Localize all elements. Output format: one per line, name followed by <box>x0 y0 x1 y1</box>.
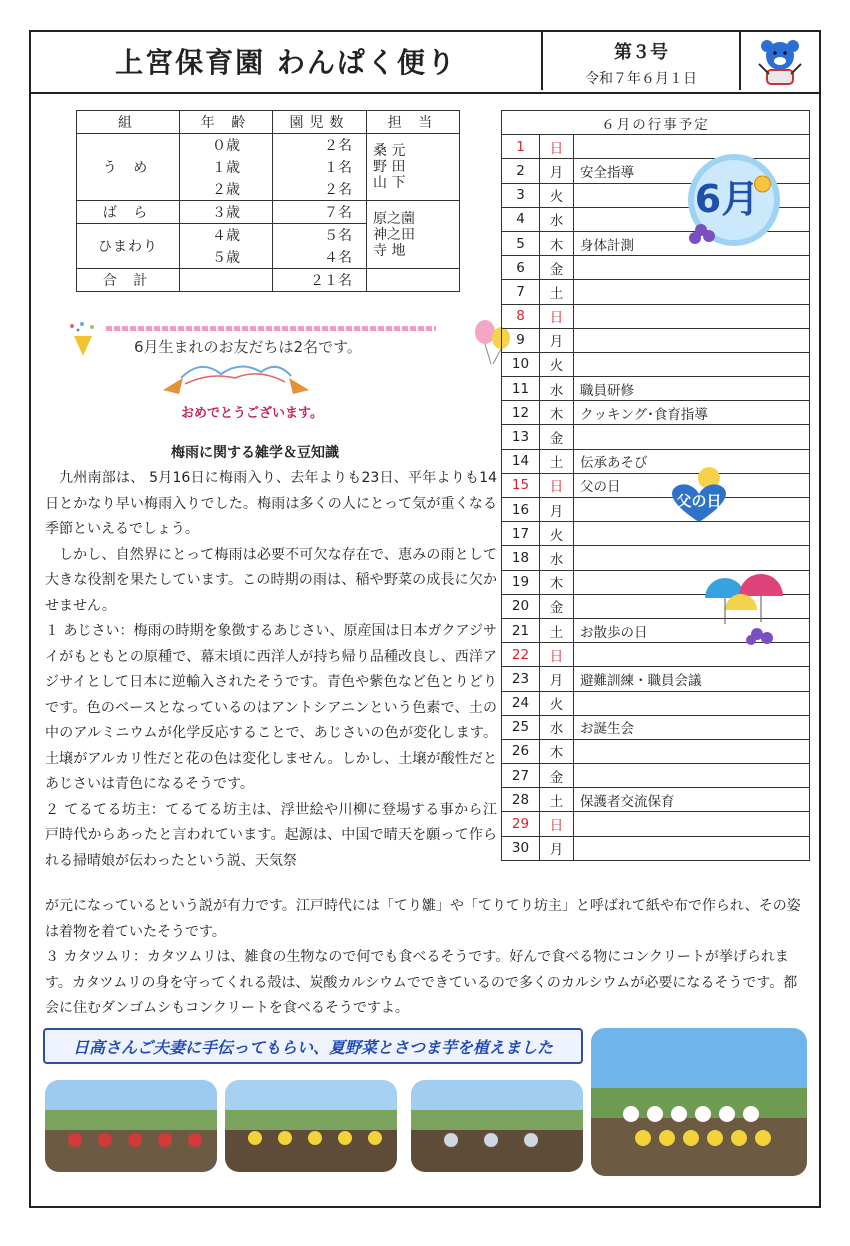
schedule-row <box>502 498 810 522</box>
age-cell: ４歳 <box>180 224 273 247</box>
schedule-row <box>502 256 810 280</box>
schedule-weekday: 水 <box>540 546 574 570</box>
schedule-weekday: 日 <box>540 135 574 159</box>
schedule-weekday: 火 <box>540 183 574 207</box>
issue-date: 令和７年６月１日 <box>585 71 697 87</box>
total-label: 合 計 <box>77 269 180 292</box>
photo-banner: 日高さんご夫妻に手伝ってもらい、夏野菜とさつま芋を植えました <box>43 1028 583 1064</box>
staff-name: 野 田 <box>373 159 406 175</box>
article-body <box>45 466 497 874</box>
schedule-date: 7 <box>502 280 540 304</box>
schedule-weekday: 火 <box>540 522 574 546</box>
schedule-event <box>574 836 810 860</box>
schedule-row <box>502 522 810 546</box>
class-himawari: ひまわり <box>77 224 180 269</box>
article-item-snail: ３ カタツムリ：カタツムリは、雑食の生物なので何でも食べるそうです。好んで食べる物にコンクリートが挙げられます。カタツムリの身を守ってくれる殻は、炭酸カルシウムでできているので多くのカルシウムが必要になるそうです。都会に住むダンゴムシもコンクリートを食べるそうですよ。 <box>45 949 798 1016</box>
schedule-row <box>502 836 810 860</box>
count-cell: ２名 <box>273 178 367 201</box>
schedule-date: 11 <box>502 377 540 401</box>
schedule-event: 安全指導 <box>574 159 810 183</box>
schedule-date: 20 <box>502 594 540 618</box>
schedule-date: 30 <box>502 836 540 860</box>
schedule-event <box>574 304 810 328</box>
schedule-date: 21 <box>502 618 540 642</box>
newsletter-header <box>31 32 819 94</box>
count-cell: ２名 <box>273 134 367 157</box>
schedule-date: 27 <box>502 764 540 788</box>
schedule-date: 5 <box>502 231 540 255</box>
col-header-class: 組 <box>77 111 180 134</box>
schedule-weekday: 土 <box>540 618 574 642</box>
schedule-date: 22 <box>502 643 540 667</box>
col-header-age: 年 齢 <box>180 111 273 134</box>
schedule-date: 14 <box>502 449 540 473</box>
schedule-date: 3 <box>502 183 540 207</box>
schedule-date: 6 <box>502 256 540 280</box>
staff-name: 桑 元 <box>373 143 406 159</box>
schedule-event: 保護者交流保育 <box>574 788 810 812</box>
staff-ume <box>367 134 460 201</box>
fathers-day-badge <box>661 464 737 526</box>
schedule-date: 29 <box>502 812 540 836</box>
schedule-date: 4 <box>502 207 540 231</box>
schedule-weekday: 金 <box>540 594 574 618</box>
umbrellas-hydrangea-icon <box>699 572 787 648</box>
schedule-event: 職員研修 <box>574 377 810 401</box>
newsletter-title: 上宮保育園 わんぱく便り <box>115 46 457 79</box>
staff-bara-himawari <box>367 201 460 269</box>
schedule-date: 26 <box>502 739 540 763</box>
pink-dotted-line <box>106 326 436 331</box>
schedule-row <box>502 401 810 425</box>
schedule-weekday: 月 <box>540 836 574 860</box>
bear-mascot-icon <box>743 34 819 90</box>
staff-name: 寺 地 <box>373 242 406 259</box>
schedule-event: お誕生会 <box>574 715 810 739</box>
schedule-row <box>502 764 810 788</box>
age-cell: １歳 <box>180 156 273 178</box>
schedule-weekday: 日 <box>540 473 574 497</box>
total-count: ２１名 <box>273 269 367 292</box>
class-bara: ば ら <box>77 201 180 224</box>
article-item-teruteru: ２ てるてる坊主：てるてる坊主は、浮世絵や川柳に登場する事から江戸時代からあったと言われています。起源は、中国で晴天を願って作られる掃晴娘が伝わったという説、天気祭 <box>45 801 497 869</box>
schedule-event <box>574 812 810 836</box>
schedule-weekday: 木 <box>540 231 574 255</box>
schedule-row <box>502 691 810 715</box>
staff-name: 原之薗 <box>373 210 415 227</box>
issue-box <box>541 32 741 90</box>
schedule-weekday: 木 <box>540 401 574 425</box>
col-header-count: 園児数 <box>273 111 367 134</box>
schedule-row <box>502 812 810 836</box>
article-title: 梅雨に関する雑学＆豆知識 <box>171 445 339 461</box>
planting-photo-3 <box>411 1080 583 1172</box>
schedule-date: 8 <box>502 304 540 328</box>
schedule-row <box>502 425 810 449</box>
schedule-row <box>502 473 810 497</box>
badge-june-text: 6月 <box>694 177 760 221</box>
schedule-date: 9 <box>502 328 540 352</box>
schedule-date: 25 <box>502 715 540 739</box>
schedule-event: 身体計測 <box>574 231 810 255</box>
planting-photo-1 <box>45 1080 217 1172</box>
schedule-weekday: 木 <box>540 739 574 763</box>
article-item-hydrangea: １ あじさい：梅雨の時期を象徴するあじさい、原産国は日本ガクアジサイがもともとの原種で、幕末頃に西洋人が持ち帰り品種改良し、西洋アジサイとして日本に逆輸入されたそうです。青色や紫色など色とりどりです。色のベースとなっているのはアントシアニンという色素で、土の中のアルミニウムが化学反応することで、あじさいの色が変化します。土壌がアルカリ性だと花の色は変化しません。しかし、土壌が酸性だとあじさいは青色になるそうです。 <box>45 623 497 792</box>
confetti-icon <box>161 360 311 394</box>
article-item-teruteru-cont: が元になっているという説が有力です。江戸時代には「てり雛」や「てりてり坊主」と呼ばれて紙や布で作られ、その姿は着物を着ていたそうです。 <box>45 898 801 940</box>
schedule-weekday: 土 <box>540 788 574 812</box>
total-staff-empty <box>367 269 460 292</box>
schedule-weekday: 日 <box>540 643 574 667</box>
schedule-title: ６月の行事予定 <box>502 111 810 135</box>
article-body-wide <box>45 894 807 1022</box>
schedule-row <box>502 667 810 691</box>
schedule-event <box>574 280 810 304</box>
schedule-date: 15 <box>502 473 540 497</box>
schedule-event: 伝承あそび <box>574 449 810 473</box>
schedule-weekday: 月 <box>540 498 574 522</box>
schedule-date: 24 <box>502 691 540 715</box>
birthday-text: 6月生まれのお友だちは2名です。 <box>134 338 362 356</box>
june-hydrangea-badge <box>679 150 789 250</box>
schedule-event <box>574 328 810 352</box>
total-age-empty <box>180 269 273 292</box>
class-ume: う め <box>77 134 180 201</box>
schedule-weekday: 土 <box>540 449 574 473</box>
age-cell: ５歳 <box>180 246 273 269</box>
count-cell: ４名 <box>273 246 367 269</box>
schedule-weekday: 水 <box>540 207 574 231</box>
schedule-date: 12 <box>502 401 540 425</box>
schedule-date: 16 <box>502 498 540 522</box>
schedule-weekday: 日 <box>540 812 574 836</box>
schedule-date: 1 <box>502 135 540 159</box>
schedule-event <box>574 691 810 715</box>
col-header-staff: 担 当 <box>367 111 460 134</box>
schedule-row <box>502 715 810 739</box>
schedule-weekday: 金 <box>540 256 574 280</box>
schedule-weekday: 金 <box>540 425 574 449</box>
schedule-weekday: 金 <box>540 764 574 788</box>
staff-name: 山 下 <box>373 175 406 191</box>
schedule-weekday: 火 <box>540 352 574 376</box>
schedule-date: 13 <box>502 425 540 449</box>
party-cracker-icon <box>66 320 100 364</box>
schedule-weekday: 水 <box>540 715 574 739</box>
schedule-row <box>502 546 810 570</box>
article-paragraph: 九州南部は、 5月16日に梅雨入り、去年よりも23日、平年よりも14日とかなり早い梅雨入りでした。梅雨は多くの人にとって気が重くなる季節といえるでしょう。 <box>45 470 497 537</box>
group-photo <box>591 1028 807 1176</box>
count-cell: １名 <box>273 156 367 178</box>
schedule-row <box>502 304 810 328</box>
age-cell: ３歳 <box>180 201 273 224</box>
schedule-event: 父の日 <box>574 473 810 497</box>
schedule-date: 2 <box>502 159 540 183</box>
schedule-weekday: 月 <box>540 159 574 183</box>
schedule-date: 19 <box>502 570 540 594</box>
schedule-row <box>502 739 810 763</box>
schedule-weekday: 月 <box>540 667 574 691</box>
age-cell: ０歳 <box>180 134 273 157</box>
schedule-event <box>574 739 810 763</box>
schedule-weekday: 火 <box>540 691 574 715</box>
badge-fathers-text: 父の日 <box>676 492 722 510</box>
schedule-event <box>574 764 810 788</box>
planting-photo-2 <box>225 1080 397 1172</box>
class-table <box>76 110 460 292</box>
schedule-weekday: 月 <box>540 328 574 352</box>
schedule-event: 避難訓練・職員会議 <box>574 667 810 691</box>
schedule-date: 10 <box>502 352 540 376</box>
schedule-date: 18 <box>502 546 540 570</box>
schedule-row <box>502 788 810 812</box>
schedule-event: お散歩の日 <box>574 618 810 642</box>
schedule-event <box>574 256 810 280</box>
count-cell: ７名 <box>273 201 367 224</box>
schedule-event: クッキング･食育指導 <box>574 401 810 425</box>
congratulations-text: おめでとうございます。 <box>181 406 323 421</box>
schedule-date: 17 <box>502 522 540 546</box>
staff-name: 神之田 <box>373 226 415 243</box>
schedule-weekday: 木 <box>540 570 574 594</box>
schedule-weekday: 土 <box>540 280 574 304</box>
schedule-date: 23 <box>502 667 540 691</box>
schedule-event <box>574 352 810 376</box>
schedule-event <box>574 546 810 570</box>
schedule-row <box>502 377 810 401</box>
schedule-row <box>502 449 810 473</box>
schedule-row <box>502 352 810 376</box>
schedule-row <box>502 328 810 352</box>
count-cell: ５名 <box>273 224 367 247</box>
schedule-weekday: 水 <box>540 377 574 401</box>
article-paragraph: しかし、自然界にとって梅雨は必要不可欠な存在で、恵みの雨として大きな役割を果たしています。この時期の雨は、稲や野菜の成長に欠かせません。 <box>45 546 497 614</box>
schedule-event <box>574 425 810 449</box>
issue-number: 第３号 <box>614 42 668 63</box>
schedule-row <box>502 280 810 304</box>
schedule-date: 28 <box>502 788 540 812</box>
newsletter-page <box>29 30 821 1208</box>
schedule-weekday: 日 <box>540 304 574 328</box>
age-cell: ２歳 <box>180 178 273 201</box>
